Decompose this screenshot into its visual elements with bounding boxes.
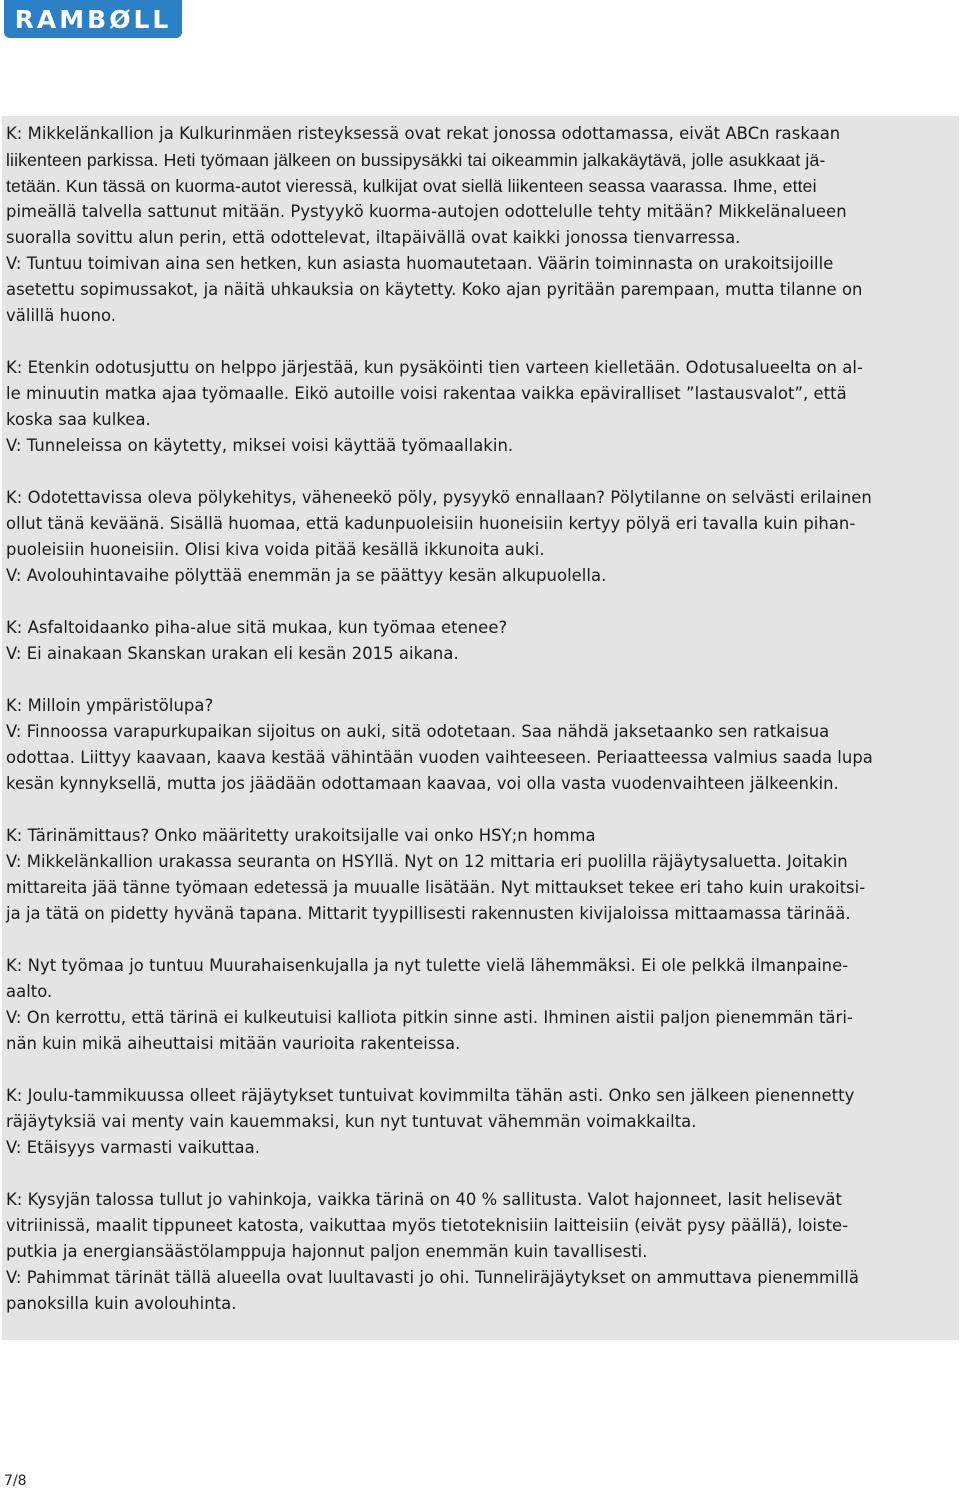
text-line: panoksilla kuin avolouhinta. xyxy=(6,1294,237,1313)
text-line: V: Mikkelänkallion urakassa seuranta on HSYllä. Nyt on 12 mittaria eri puolilla räjäytysaluetta. Joitakin xyxy=(6,852,848,871)
qa-paragraph-8 xyxy=(6,1083,955,1161)
text-line: välillä huono. xyxy=(6,306,117,325)
text-line: V: Tunneleissa on käytetty, miksei voisi käyttää työmaallakin. xyxy=(6,436,514,455)
qa-paragraph-4 xyxy=(6,615,955,667)
text-line: K: Etenkin odotusjuttu on helppo järjestää, kun pysäköinti tien varteen kielletään. Odotusalueelta on al- xyxy=(6,358,863,377)
text-line: V: On kerrottu, että tärinä ei kulkeutuisi kalliota pitkin sinne asti. Ihminen aistii paljon pienemmän täri- xyxy=(6,1008,853,1027)
qa-paragraph-6 xyxy=(6,823,955,927)
text-line: kesän kynnyksellä, mutta jos jäädään odottamaan kaavaa, voi olla vasta vuodenvaihteen jälkeenkin. xyxy=(6,774,839,793)
text-line: K: Tärinämittaus? Onko määritetty urakoitsijalle vai onko HSY;n homma xyxy=(6,826,596,845)
text-line: asetettu sopimussakot, ja näitä uhkauksia on käytetty. Koko ajan pyritään parempaan, mutta tilanne on xyxy=(6,280,863,299)
text-line: koska saa kulkea. xyxy=(6,410,151,429)
text-line: vitriinissä, maalit tippuneet katosta, vaikuttaa myös tietoteknisiin laitteisiin (eivät pysy päällä), loiste- xyxy=(6,1216,849,1235)
text-line: V: Ei ainakaan Skanskan urakan eli kesän 2015 aikana. xyxy=(6,644,459,663)
text-line: aalto. xyxy=(6,982,53,1001)
text-line: putkia ja energiansäästölamppuja hajonnut paljon enemmän kuin tavallisesti. xyxy=(6,1242,648,1261)
text-line: K: Milloin ympäristölupa? xyxy=(6,696,214,715)
text-line: V: Pahimmat tärinät tällä alueella ovat luultavasti jo ohi. Tunneliräjäytykset on ammuttava pienemmillä xyxy=(6,1268,859,1287)
text-line: liikenteen parkissa. Heti työmaan jälkeen on bussipysäkki tai oikeammin jalkakäytävä, jolle asukkaat jä- xyxy=(6,150,826,170)
text-line: suoralla sovittu alun perin, että odottelevat, iltapäivällä ovat kaikki jonossa tienvarressa. xyxy=(6,228,741,247)
text-line: puoleisiin huoneisiin. Olisi kiva voida pitää kesällä ikkunoita auki. xyxy=(6,540,545,559)
text-line: odottaa. Liittyy kaavaan, kaava kestää vähintään vuoden vaihteeseen. Periaatteessa valmius saada lupa xyxy=(6,748,873,767)
text-line: nän kuin mikä aiheuttaisi mitään vaurioita rakenteissa. xyxy=(6,1034,461,1053)
text-line: räjäytyksiä vai menty vain kauemmaksi, kun nyt tuntuvat vähemmän voimakkailta. xyxy=(6,1112,697,1131)
logo-text: RAMBØLL xyxy=(14,4,172,34)
text-line: V: Finnoossa varapurkupaikan sijoitus on auki, sitä odotetaan. Saa nähdä jaksetaanko sen ratkaisua xyxy=(6,722,830,741)
text-line: V: Etäisyys varmasti vaikuttaa. xyxy=(6,1138,260,1157)
text-line: V: Tuntuu toimivan aina sen hetken, kun asiasta huomautetaan. Väärin toiminnasta on urakoitsijoille xyxy=(6,254,834,273)
text-line: le minuutin matka ajaa työmaalle. Eikö autoille voisi rakentaa vaikka epäviralliset ”lastausvalot”, että xyxy=(6,384,847,403)
text-line: mittareita jää tänne työmaan edetessä ja muualle lisätään. Nyt mittaukset tekee eri taho kuin urakoitsi- xyxy=(6,878,866,897)
text-line: K: Kysyjän talossa tullut jo vahinkoja, vaikka tärinä on 40 % sallitusta. Valot hajonneet, lasit helisevät xyxy=(6,1190,842,1209)
text-line: K: Odotettavissa oleva pölykehitys, väheneekö pöly, pysyykö ennallaan? Pölytilanne on selvästi erilainen xyxy=(6,488,872,507)
text-line: V: Avolouhintavaihe pölyttää enemmän ja se päättyy kesän alkupuolella. xyxy=(6,566,607,585)
text-line: K: Mikkelänkallion ja Kulkurinmäen risteyksessä ovat rekat jonossa odottamassa, eivät ABCn raskaan xyxy=(6,124,841,143)
text-line: K: Joulu-tammikuussa olleet räjäytykset tuntuivat kovimmilta tähän asti. Onko sen jälkeen pienennetty xyxy=(6,1086,855,1105)
ramboll-logo xyxy=(4,0,182,38)
text-line: K: Nyt työmaa jo tuntuu Muurahaisenkujalla ja nyt tulette vielä lähemmäksi. Ei ole pelkkä ilmanpaine- xyxy=(6,956,849,975)
text-line: ollut tänä keväänä. Sisällä huomaa, että kadunpuoleisiin huoneisiin kertyy pölyä eri tavalla kuin pihan- xyxy=(6,514,856,533)
page-number: 7/8 xyxy=(4,1473,27,1489)
text-line: ja ja tätä on pidetty hyvänä tapana. Mittarit tyypillisesti rakennusten kivijaloissa mittaamassa tärinää. xyxy=(6,904,851,923)
qa-paragraph-1 xyxy=(6,121,955,329)
text-line: pimeällä talvella sattunut mitään. Pystyykö kuorma-autojen odottelulle tehty mitään? Mikkelänalueen xyxy=(6,202,847,221)
text-line: K: Asfaltoidaanko piha-alue sitä mukaa, kun työmaa etenee? xyxy=(6,618,508,637)
qa-paragraph-2 xyxy=(6,355,955,459)
text-line: tetään. Kun tässä on kuorma-autot vieressä, kulkijat ovat siellä liikenteen seassa vaarassa. Ihme, ettei xyxy=(6,176,817,196)
qa-paragraph-3 xyxy=(6,485,955,589)
qa-paragraph-9 xyxy=(6,1187,955,1317)
qa-paragraph-7 xyxy=(6,953,955,1057)
qa-paragraph-5 xyxy=(6,693,955,797)
qa-content-box xyxy=(2,116,959,1340)
